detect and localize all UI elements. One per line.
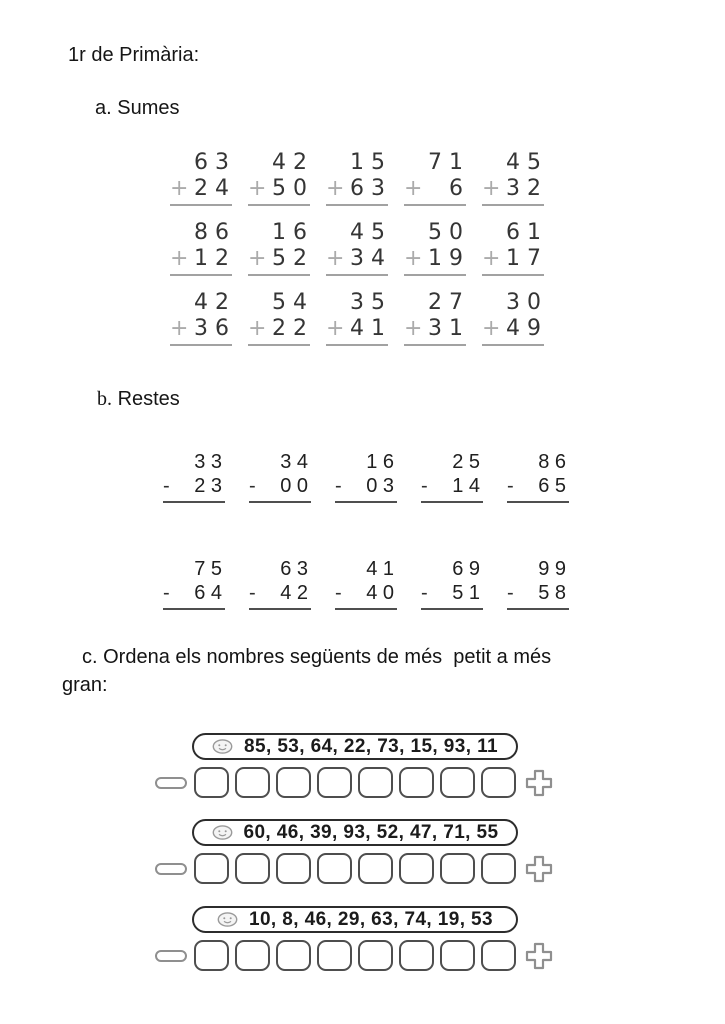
smiley-icon <box>212 739 233 754</box>
plus-sign: + <box>482 246 501 271</box>
answer-box[interactable] <box>440 767 475 798</box>
addend-top: 1 5 <box>350 150 385 175</box>
ordering-exercise-1 <box>0 733 725 803</box>
addend-top: 4 2 <box>272 150 307 175</box>
ordering-exercise-3 <box>0 906 725 976</box>
plus-sign: + <box>170 246 189 271</box>
section-letter: a. <box>95 97 112 119</box>
section-heading-restes <box>97 388 180 411</box>
minus-sign: - <box>249 475 256 497</box>
numbers-to-order: 60, 46, 39, 93, 52, 47, 71, 55 <box>243 821 499 843</box>
minus-sign: - <box>335 582 342 604</box>
answer-box[interactable] <box>399 767 434 798</box>
addition-problem <box>170 220 232 276</box>
addend-bottom: 1 9 <box>428 246 463 271</box>
addition-problem <box>248 290 310 346</box>
plus-sign: + <box>482 316 501 341</box>
plus-icon <box>524 941 554 971</box>
addend-bottom: 3 1 <box>428 316 463 341</box>
minuend: 4 1 <box>366 558 394 580</box>
addend-bottom: 5 2 <box>272 246 307 271</box>
addend-bottom: 4 9 <box>506 316 541 341</box>
plus-sign: + <box>170 316 189 341</box>
addend-top: 2 7 <box>428 290 463 315</box>
addend-top: 6 1 <box>506 220 541 245</box>
subtrahend: 6 4 <box>194 582 222 604</box>
addition-problem <box>482 290 544 346</box>
plus-icon <box>524 768 554 798</box>
addition-problem <box>482 220 544 276</box>
minus-sign: - <box>335 475 342 497</box>
minus-sign: - <box>249 582 256 604</box>
addend-top: 7 1 <box>428 150 463 175</box>
number-list-pill <box>192 906 518 933</box>
plus-sign: + <box>404 316 423 341</box>
addend-top: 5 0 <box>428 220 463 245</box>
answer-box[interactable] <box>194 940 229 971</box>
subtrahend: 0 0 <box>280 475 308 497</box>
answer-box[interactable] <box>317 767 352 798</box>
minuend: 3 3 <box>194 451 222 473</box>
minuend: 1 6 <box>366 451 394 473</box>
numbers-to-order: 85, 53, 64, 22, 73, 15, 93, 11 <box>244 735 498 757</box>
section-heading-sumes <box>95 97 180 120</box>
subtraction-row <box>163 557 569 610</box>
addend-bottom: 1 7 <box>506 246 541 271</box>
addition-problem <box>170 150 232 206</box>
minuend: 8 6 <box>538 451 566 473</box>
minus-icon <box>155 863 187 875</box>
answer-box[interactable] <box>194 853 229 884</box>
minuend: 6 3 <box>280 558 308 580</box>
addend-bottom: 2 2 <box>272 316 307 341</box>
numbers-to-order: 10, 8, 46, 29, 63, 74, 19, 53 <box>248 908 493 930</box>
answer-box[interactable] <box>317 940 352 971</box>
subtrahend: 2 3 <box>194 475 222 497</box>
number-list-pill <box>192 819 518 846</box>
addition-problem <box>170 290 232 346</box>
addend-top: 4 2 <box>194 290 229 315</box>
addend-bottom: 5 0 <box>272 176 307 201</box>
answer-box[interactable] <box>358 767 393 798</box>
addend-top: 3 5 <box>350 290 385 315</box>
minus-sign: - <box>163 582 170 604</box>
subtrahend: 1 4 <box>452 475 480 497</box>
addition-problem <box>326 220 388 276</box>
subtrahend: 0 3 <box>366 475 394 497</box>
addition-row <box>170 290 544 346</box>
section-heading-ordena-line2: gran: <box>62 674 108 696</box>
plus-sign: + <box>326 246 345 271</box>
addition-row <box>170 220 544 276</box>
addition-problem <box>326 150 388 206</box>
answer-box[interactable] <box>481 767 516 798</box>
ordering-exercise-2 <box>0 819 725 889</box>
addend-top: 4 5 <box>506 150 541 175</box>
answer-box[interactable] <box>235 853 270 884</box>
subtraction-grid <box>163 450 569 610</box>
minus-sign: - <box>421 475 428 497</box>
addition-problem <box>326 290 388 346</box>
subtraction-problem <box>163 557 225 610</box>
section-title: Restes <box>117 388 180 410</box>
addend-bottom: 3 6 <box>194 316 229 341</box>
addition-problem <box>404 220 466 276</box>
addend-bottom: 3 2 <box>506 176 541 201</box>
answer-box[interactable] <box>276 940 311 971</box>
answer-box[interactable] <box>358 940 393 971</box>
section-heading-ordena-line1: c. Ordena els nombres següents de més petit a més <box>82 646 552 668</box>
addend-top: 3 0 <box>506 290 541 315</box>
answer-box[interactable] <box>235 767 270 798</box>
section-letter: b. <box>97 388 112 410</box>
subtraction-problem <box>507 450 569 503</box>
addition-problem <box>248 150 310 206</box>
addend-bottom: 2 4 <box>194 176 229 201</box>
subtraction-problem <box>335 557 397 610</box>
answer-box[interactable] <box>481 940 516 971</box>
addition-row <box>170 150 544 206</box>
answer-box[interactable] <box>194 767 229 798</box>
minus-icon <box>155 950 187 962</box>
answer-box[interactable] <box>440 853 475 884</box>
answer-box[interactable] <box>235 940 270 971</box>
addend-top: 6 3 <box>194 150 229 175</box>
smiley-icon <box>217 912 238 927</box>
subtrahend: 5 8 <box>538 582 566 604</box>
addend-top: 1 6 <box>272 220 307 245</box>
minus-sign: - <box>507 582 514 604</box>
addend-bottom: 6 3 <box>350 176 385 201</box>
answer-box[interactable] <box>358 853 393 884</box>
page-title: 1r de Primària: <box>68 44 200 66</box>
answer-box[interactable] <box>399 940 434 971</box>
subtrahend: 5 1 <box>452 582 480 604</box>
minuend: 6 9 <box>452 558 480 580</box>
plus-sign: + <box>170 176 189 201</box>
addend-top: 4 5 <box>350 220 385 245</box>
subtraction-problem <box>421 557 483 610</box>
addend-bottom: 4 1 <box>350 316 385 341</box>
addend-bottom: 6 <box>449 176 463 201</box>
plus-sign: + <box>248 246 267 271</box>
minuend: 3 4 <box>280 451 308 473</box>
subtrahend: 6 5 <box>538 475 566 497</box>
minuend: 7 5 <box>194 558 222 580</box>
plus-sign: + <box>326 176 345 201</box>
section-title: Sumes <box>117 97 180 119</box>
answer-box[interactable] <box>399 853 434 884</box>
answer-box[interactable] <box>481 853 516 884</box>
answer-box[interactable] <box>276 853 311 884</box>
plus-sign: + <box>482 176 501 201</box>
answer-boxes-row <box>155 853 554 884</box>
subtrahend: 4 0 <box>366 582 394 604</box>
subtrahend: 4 2 <box>280 582 308 604</box>
addend-top: 5 4 <box>272 290 307 315</box>
answer-boxes-row <box>155 767 554 798</box>
plus-sign: + <box>404 176 423 201</box>
minus-sign: - <box>163 475 170 497</box>
smiley-icon <box>212 825 233 840</box>
plus-sign: + <box>248 316 267 341</box>
addition-problem <box>482 150 544 206</box>
plus-icon <box>524 854 554 884</box>
addition-problem <box>404 290 466 346</box>
minus-sign: - <box>507 475 514 497</box>
addend-bottom: 3 4 <box>350 246 385 271</box>
plus-sign: + <box>248 176 267 201</box>
addition-grid <box>170 150 544 346</box>
minuend: 2 5 <box>452 451 480 473</box>
subtraction-problem <box>507 557 569 610</box>
subtraction-problem <box>335 450 397 503</box>
minuend: 9 9 <box>538 558 566 580</box>
addend-top: 8 6 <box>194 220 229 245</box>
subtraction-problem <box>163 450 225 503</box>
minus-icon <box>155 777 187 789</box>
minus-sign: - <box>421 582 428 604</box>
number-list-pill <box>192 733 518 760</box>
answer-box[interactable] <box>317 853 352 884</box>
answer-box[interactable] <box>276 767 311 798</box>
answer-boxes-row <box>155 940 554 971</box>
addition-problem <box>404 150 466 206</box>
subtraction-problem <box>421 450 483 503</box>
answer-box[interactable] <box>440 940 475 971</box>
addition-problem <box>248 220 310 276</box>
subtraction-row <box>163 450 569 503</box>
plus-sign: + <box>326 316 345 341</box>
addend-bottom: 1 2 <box>194 246 229 271</box>
subtraction-problem <box>249 450 311 503</box>
subtraction-problem <box>249 557 311 610</box>
plus-sign: + <box>404 246 423 271</box>
